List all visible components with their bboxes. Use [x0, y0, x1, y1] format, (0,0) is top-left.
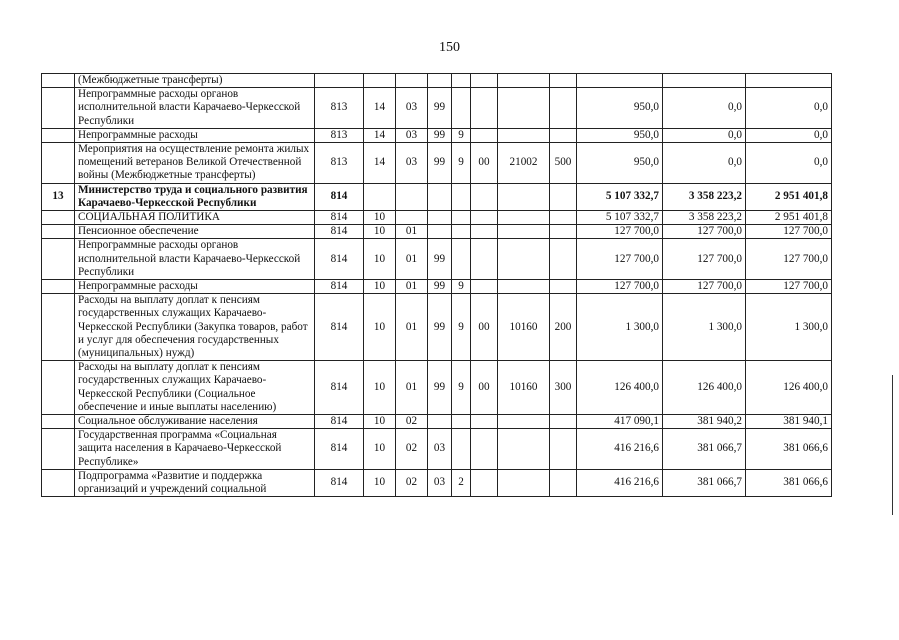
expense-type-cell: 500 — [550, 143, 577, 184]
program-code-cell: 99 — [428, 143, 452, 184]
row-number-cell — [42, 74, 75, 88]
expense-type-cell: 300 — [550, 361, 577, 415]
ministry-code-cell: 814 — [315, 361, 364, 415]
section-code-cell: 14 — [364, 88, 396, 129]
table-row — [42, 280, 832, 294]
expense-type-cell — [550, 183, 577, 210]
sum-year-3-cell: 127 700,0 — [746, 239, 832, 280]
subsection-code-cell: 03 — [396, 128, 428, 142]
program-code-cell: 99 — [428, 361, 452, 415]
ministry-code-cell: 814 — [315, 280, 364, 294]
sum-year-2-cell: 3 358 223,2 — [663, 183, 746, 210]
program-code-cell — [428, 225, 452, 239]
sum-year-1-cell: 5 107 332,7 — [577, 211, 663, 225]
expense-code-cell — [498, 211, 550, 225]
item-name-cell: Министерство труда и социального развития Карачаево-Черкесской Республики — [75, 183, 315, 210]
expense-code-cell — [498, 239, 550, 280]
row-number-cell — [42, 143, 75, 184]
direction-code-cell — [471, 183, 498, 210]
subsection-code-cell — [396, 74, 428, 88]
sum-year-1-cell: 950,0 — [577, 88, 663, 129]
expense-code-cell — [498, 469, 550, 496]
direction-code-cell: 00 — [471, 361, 498, 415]
expense-code-cell: 10160 — [498, 361, 550, 415]
sum-year-1-cell: 1 300,0 — [577, 294, 663, 361]
table-row — [42, 361, 832, 415]
sum-year-3-cell: 381 066,6 — [746, 469, 832, 496]
expense-type-cell — [550, 280, 577, 294]
row-number-cell — [42, 239, 75, 280]
sum-year-1-cell: 417 090,1 — [577, 415, 663, 429]
item-name-cell: Непрограммные расходы — [75, 128, 315, 142]
sum-year-1-cell: 950,0 — [577, 143, 663, 184]
subsection-code-cell: 01 — [396, 225, 428, 239]
section-code-cell: 10 — [364, 294, 396, 361]
expense-type-cell — [550, 469, 577, 496]
table-row — [42, 294, 832, 361]
subprogram-code-cell — [452, 239, 471, 280]
program-code-cell — [428, 415, 452, 429]
sum-year-2-cell: 127 700,0 — [663, 280, 746, 294]
section-code-cell: 10 — [364, 361, 396, 415]
sum-year-3-cell: 0,0 — [746, 143, 832, 184]
item-name-cell: Социальное обслуживание населения — [75, 415, 315, 429]
subsection-code-cell: 03 — [396, 143, 428, 184]
item-name-cell: Государственная программа «Социальная защита населения в Карачаево-Черкесской Республике» — [75, 429, 315, 470]
expense-code-cell — [498, 88, 550, 129]
expense-type-cell — [550, 415, 577, 429]
program-code-cell — [428, 74, 452, 88]
sum-year-1-cell — [577, 74, 663, 88]
direction-code-cell — [471, 128, 498, 142]
sum-year-3-cell — [746, 74, 832, 88]
table-row — [42, 74, 832, 88]
ministry-code-cell — [315, 74, 364, 88]
expense-type-cell — [550, 211, 577, 225]
page-number: 150 — [439, 40, 460, 55]
row-number-cell: 13 — [42, 183, 75, 210]
budget-table — [41, 73, 832, 497]
item-name-cell: Непрограммные расходы — [75, 280, 315, 294]
sum-year-1-cell: 127 700,0 — [577, 225, 663, 239]
direction-code-cell — [471, 429, 498, 470]
expense-code-cell — [498, 74, 550, 88]
table-row — [42, 225, 832, 239]
expense-code-cell — [498, 429, 550, 470]
budget-table-body — [42, 74, 832, 497]
table-row — [42, 211, 832, 225]
sum-year-3-cell: 2 951 401,8 — [746, 183, 832, 210]
subsection-code-cell: 01 — [396, 361, 428, 415]
expense-code-cell: 10160 — [498, 294, 550, 361]
ministry-code-cell: 814 — [315, 429, 364, 470]
direction-code-cell — [471, 469, 498, 496]
direction-code-cell — [471, 280, 498, 294]
ministry-code-cell: 814 — [315, 183, 364, 210]
row-number-cell — [42, 429, 75, 470]
program-code-cell: 99 — [428, 280, 452, 294]
expense-type-cell — [550, 88, 577, 129]
table-row — [42, 429, 832, 470]
ministry-code-cell: 814 — [315, 239, 364, 280]
table-row — [42, 469, 832, 496]
program-code-cell: 99 — [428, 88, 452, 129]
subprogram-code-cell — [452, 211, 471, 225]
sum-year-2-cell: 0,0 — [663, 88, 746, 129]
expense-type-cell — [550, 239, 577, 280]
sum-year-2-cell: 126 400,0 — [663, 361, 746, 415]
sum-year-2-cell: 127 700,0 — [663, 239, 746, 280]
subprogram-code-cell: 2 — [452, 469, 471, 496]
ministry-code-cell: 813 — [315, 128, 364, 142]
direction-code-cell — [471, 211, 498, 225]
sum-year-2-cell — [663, 74, 746, 88]
expense-type-cell: 200 — [550, 294, 577, 361]
subprogram-code-cell: 9 — [452, 128, 471, 142]
subprogram-code-cell — [452, 225, 471, 239]
subprogram-code-cell — [452, 74, 471, 88]
ministry-code-cell: 814 — [315, 415, 364, 429]
subsection-code-cell: 01 — [396, 280, 428, 294]
row-number-cell — [42, 88, 75, 129]
section-code-cell: 10 — [364, 469, 396, 496]
section-code-cell: 10 — [364, 429, 396, 470]
table-row — [42, 415, 832, 429]
section-code-cell: 10 — [364, 211, 396, 225]
subsection-code-cell: 02 — [396, 429, 428, 470]
sum-year-3-cell: 0,0 — [746, 128, 832, 142]
sum-year-3-cell: 126 400,0 — [746, 361, 832, 415]
ministry-code-cell: 814 — [315, 225, 364, 239]
sum-year-1-cell: 416 216,6 — [577, 429, 663, 470]
program-code-cell: 99 — [428, 294, 452, 361]
direction-code-cell — [471, 239, 498, 280]
sum-year-1-cell: 127 700,0 — [577, 239, 663, 280]
subsection-code-cell — [396, 211, 428, 225]
row-number-cell — [42, 469, 75, 496]
expense-code-cell — [498, 128, 550, 142]
sum-year-3-cell: 381 066,6 — [746, 429, 832, 470]
section-code-cell: 10 — [364, 225, 396, 239]
subsection-code-cell: 02 — [396, 469, 428, 496]
section-code-cell: 10 — [364, 280, 396, 294]
section-code-cell — [364, 183, 396, 210]
row-number-cell — [42, 415, 75, 429]
section-code-cell: 14 — [364, 143, 396, 184]
table-row — [42, 183, 832, 210]
expense-code-cell — [498, 225, 550, 239]
subsection-code-cell: 03 — [396, 88, 428, 129]
sum-year-2-cell: 0,0 — [663, 128, 746, 142]
expense-code-cell — [498, 183, 550, 210]
subprogram-code-cell: 9 — [452, 294, 471, 361]
program-code-cell — [428, 211, 452, 225]
scan-edge-mark — [892, 375, 893, 515]
sum-year-2-cell: 381 066,7 — [663, 469, 746, 496]
sum-year-1-cell: 126 400,0 — [577, 361, 663, 415]
table-row — [42, 239, 832, 280]
direction-code-cell: 00 — [471, 294, 498, 361]
row-number-cell — [42, 361, 75, 415]
table-row — [42, 88, 832, 129]
sum-year-3-cell: 127 700,0 — [746, 225, 832, 239]
section-code-cell — [364, 74, 396, 88]
sum-year-2-cell: 381 940,2 — [663, 415, 746, 429]
ministry-code-cell: 814 — [315, 469, 364, 496]
direction-code-cell — [471, 74, 498, 88]
item-name-cell: Расходы на выплату доплат к пенсиям государственных служащих Карачаево-Черкесской Республики (Закупка товаров, работ и услуг для обеспечения государственных (муниципальных) нужд) — [75, 294, 315, 361]
expense-code-cell — [498, 280, 550, 294]
subprogram-code-cell — [452, 415, 471, 429]
sum-year-2-cell: 0,0 — [663, 143, 746, 184]
sum-year-3-cell: 381 940,1 — [746, 415, 832, 429]
item-name-cell: Подпрограмма «Развитие и поддержка организаций и учреждений социальной — [75, 469, 315, 496]
subprogram-code-cell: 9 — [452, 361, 471, 415]
subprogram-code-cell: 9 — [452, 280, 471, 294]
sum-year-2-cell: 1 300,0 — [663, 294, 746, 361]
sum-year-3-cell: 1 300,0 — [746, 294, 832, 361]
ministry-code-cell: 813 — [315, 88, 364, 129]
sum-year-3-cell: 0,0 — [746, 88, 832, 129]
sum-year-1-cell: 127 700,0 — [577, 280, 663, 294]
program-code-cell: 03 — [428, 469, 452, 496]
subprogram-code-cell — [452, 183, 471, 210]
ministry-code-cell: 813 — [315, 143, 364, 184]
table-row — [42, 143, 832, 184]
direction-code-cell — [471, 88, 498, 129]
row-number-cell — [42, 128, 75, 142]
sum-year-1-cell: 416 216,6 — [577, 469, 663, 496]
direction-code-cell: 00 — [471, 143, 498, 184]
table-row — [42, 128, 832, 142]
sum-year-3-cell: 127 700,0 — [746, 280, 832, 294]
subprogram-code-cell — [452, 88, 471, 129]
item-name-cell: Непрограммные расходы органов исполнительной власти Карачаево-Черкесской Республики — [75, 88, 315, 129]
program-code-cell: 99 — [428, 128, 452, 142]
program-code-cell: 99 — [428, 239, 452, 280]
expense-type-cell — [550, 128, 577, 142]
sum-year-3-cell: 2 951 401,8 — [746, 211, 832, 225]
item-name-cell: Пенсионное обеспечение — [75, 225, 315, 239]
item-name-cell: Непрограммные расходы органов исполнительной власти Карачаево-Черкесской Республики — [75, 239, 315, 280]
row-number-cell — [42, 225, 75, 239]
row-number-cell — [42, 211, 75, 225]
program-code-cell: 03 — [428, 429, 452, 470]
row-number-cell — [42, 280, 75, 294]
item-name-cell: Расходы на выплату доплат к пенсиям государственных служащих Карачаево-Черкесской Республики (Социальное обеспечение и иные выплаты населению) — [75, 361, 315, 415]
subsection-code-cell: 02 — [396, 415, 428, 429]
row-number-cell — [42, 294, 75, 361]
section-code-cell: 10 — [364, 415, 396, 429]
ministry-code-cell: 814 — [315, 211, 364, 225]
subsection-code-cell — [396, 183, 428, 210]
expense-type-cell — [550, 225, 577, 239]
direction-code-cell — [471, 415, 498, 429]
sum-year-1-cell: 950,0 — [577, 128, 663, 142]
expense-type-cell — [550, 74, 577, 88]
sum-year-2-cell: 127 700,0 — [663, 225, 746, 239]
sum-year-2-cell: 381 066,7 — [663, 429, 746, 470]
expense-code-cell — [498, 415, 550, 429]
program-code-cell — [428, 183, 452, 210]
sum-year-1-cell: 5 107 332,7 — [577, 183, 663, 210]
subprogram-code-cell: 9 — [452, 143, 471, 184]
subsection-code-cell: 01 — [396, 294, 428, 361]
section-code-cell: 14 — [364, 128, 396, 142]
ministry-code-cell: 814 — [315, 294, 364, 361]
sum-year-2-cell: 3 358 223,2 — [663, 211, 746, 225]
subsection-code-cell: 01 — [396, 239, 428, 280]
expense-code-cell: 21002 — [498, 143, 550, 184]
item-name-cell: СОЦИАЛЬНАЯ ПОЛИТИКА — [75, 211, 315, 225]
direction-code-cell — [471, 225, 498, 239]
item-name-cell: (Межбюджетные трансферты) — [75, 74, 315, 88]
section-code-cell: 10 — [364, 239, 396, 280]
expense-type-cell — [550, 429, 577, 470]
item-name-cell: Мероприятия на осуществление ремонта жилых помещений ветеранов Великой Отечественной войны (Межбюджетные трансферты) — [75, 143, 315, 184]
subprogram-code-cell — [452, 429, 471, 470]
